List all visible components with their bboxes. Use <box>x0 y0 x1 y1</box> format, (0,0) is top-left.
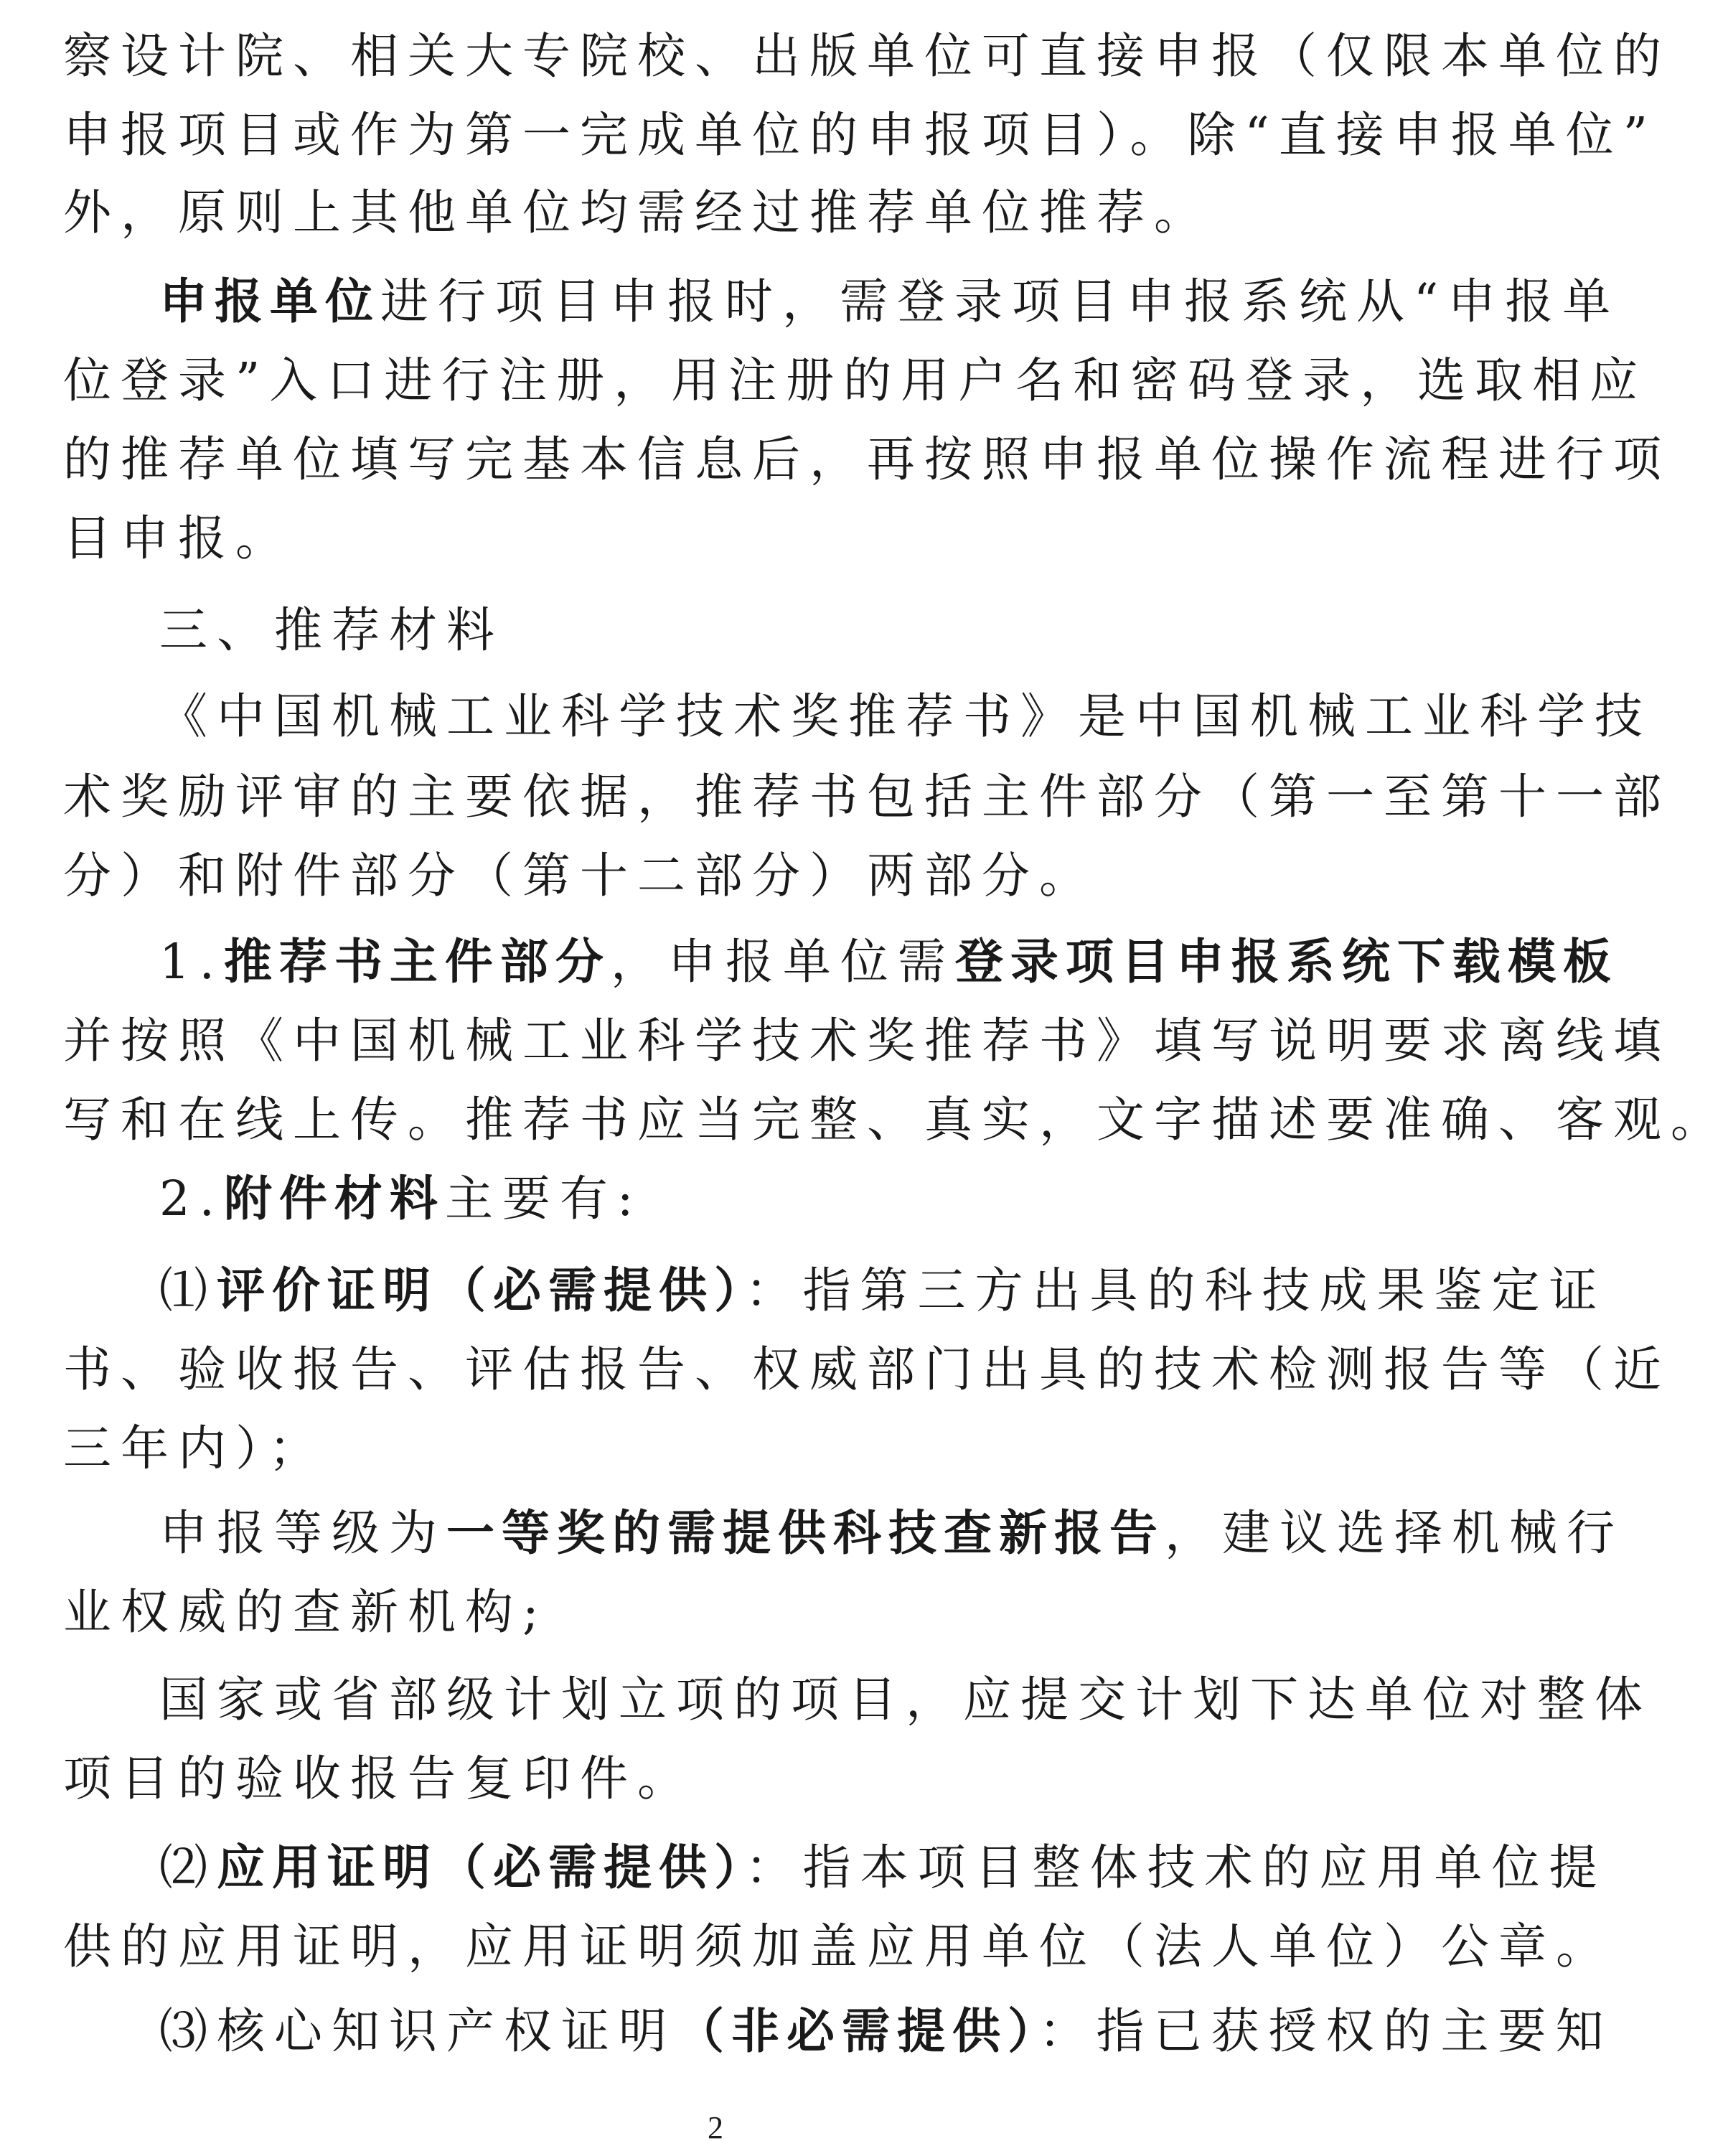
text-line <box>63 1334 1671 1405</box>
bold-run: 附件材料 <box>223 1171 445 1227</box>
bold-run: 应用证明（必需提供） <box>217 1839 746 1895</box>
text-line <box>159 680 1652 752</box>
text-line <box>159 1255 1607 1326</box>
text-run: ：指已获授权的主要知 <box>1038 2003 1613 2059</box>
text-run: ：指本项目整体技术的应用单位提 <box>745 1839 1607 1895</box>
text-run: ⑴ <box>159 1262 217 1318</box>
text-line <box>63 1412 1405 1484</box>
text-run: 目申报。 <box>63 510 293 566</box>
text-run: ，申报单位需 <box>610 934 955 990</box>
text-line <box>159 266 1620 337</box>
text-run: 1. <box>159 934 224 990</box>
text-line <box>63 1005 1671 1077</box>
text-line <box>159 1832 1607 1903</box>
bold-run: 登录项目申报系统下载模板 <box>954 934 1618 990</box>
bold-run: （非必需提供） <box>676 2003 1039 2059</box>
text-run: 术奖励评审的主要依据，推荐书包括主件部分（第一至第十一部 <box>63 769 1671 825</box>
text-run: 的推荐单位填写完基本信息后，再按照申报单位操作流程进行项 <box>63 431 1671 487</box>
text-run: 并按照《中国机械工业科学技术奖推荐书》填写说明要求离线填 <box>63 1013 1671 1069</box>
text-run: 申报项目或作为第一完成单位的申报项目）。除“直接申报单位” <box>63 107 1658 163</box>
text-line <box>63 345 1648 416</box>
text-run: 主要有: <box>444 1171 643 1227</box>
text-line <box>63 20 1671 92</box>
text-run: 《中国机械工业科学技术奖推荐书》是中国机械工业科学技 <box>159 688 1652 744</box>
section-heading <box>159 594 1408 666</box>
text-run: 书、验收报告、评估报告、权威部门出具的技术检测报告等（近 <box>63 1341 1671 1397</box>
text-run: 进行项目申报时，需登录项目申报系统从“申报单 <box>380 273 1620 329</box>
text-run: 位登录”入口进行注册，用注册的用户名和密码登录，选取相应 <box>63 352 1648 408</box>
text-run: 写和在线上传。推荐书应当完整、真实，文字描述要准确、客观。 <box>63 1092 1728 1148</box>
text-line <box>159 1664 1652 1735</box>
text-line <box>159 926 1618 998</box>
text-run: ，建议选择机械行 <box>1165 1505 1624 1561</box>
text-run: ：指第三方出具的科技成果鉴定证 <box>745 1262 1607 1318</box>
text-line <box>63 1084 1728 1156</box>
text-run: 分）和附件部分（第十二部分）两部分。 <box>63 848 1097 904</box>
text-run: ⑵ <box>159 1839 217 1895</box>
text-run: 2. <box>159 1171 224 1227</box>
text-line <box>63 1743 1405 1814</box>
text-line <box>63 99 1658 171</box>
text-run: ⑶核心知识产权证明 <box>159 2003 676 2059</box>
text-run: 三、推荐材料 <box>159 602 504 658</box>
text-line <box>63 1911 1613 1982</box>
text-line <box>159 1497 1624 1569</box>
text-line <box>159 1995 1613 2067</box>
text-run: 项目的验收报告复印件。 <box>63 1750 695 1806</box>
text-line <box>63 423 1671 495</box>
text-run: 外，原则上其他单位均需经过推荐单位推荐。 <box>63 184 1211 240</box>
bold-run: 一等奖的需提供科技查新报告 <box>446 1505 1165 1561</box>
text-line <box>63 177 1405 248</box>
text-run: 察设计院、相关大专院校、出版单位可直接申报（仅限本单位的 <box>63 28 1671 84</box>
text-line <box>63 840 1405 911</box>
bold-run: 申报单位 <box>159 273 380 329</box>
bold-run: 推荐书主件部分 <box>223 934 611 990</box>
text-line <box>63 761 1671 833</box>
text-run: 申报等级为 <box>159 1505 446 1561</box>
text-line <box>159 1163 1408 1234</box>
bold-run: 评价证明（必需提供） <box>217 1262 746 1318</box>
text-run: 三年内）； <box>63 1420 327 1476</box>
text-run: 国家或省部级计划立项的项目，应提交计划下达单位对整体 <box>159 1672 1652 1728</box>
page-number: 2 <box>708 2110 723 2145</box>
text-run: 供的应用证明，应用证明须加盖应用单位（法人单位）公章。 <box>63 1918 1613 1974</box>
text-line <box>63 1576 1405 1648</box>
text-run: 业权威的查新机构; <box>63 1584 548 1640</box>
text-line <box>63 502 1405 574</box>
